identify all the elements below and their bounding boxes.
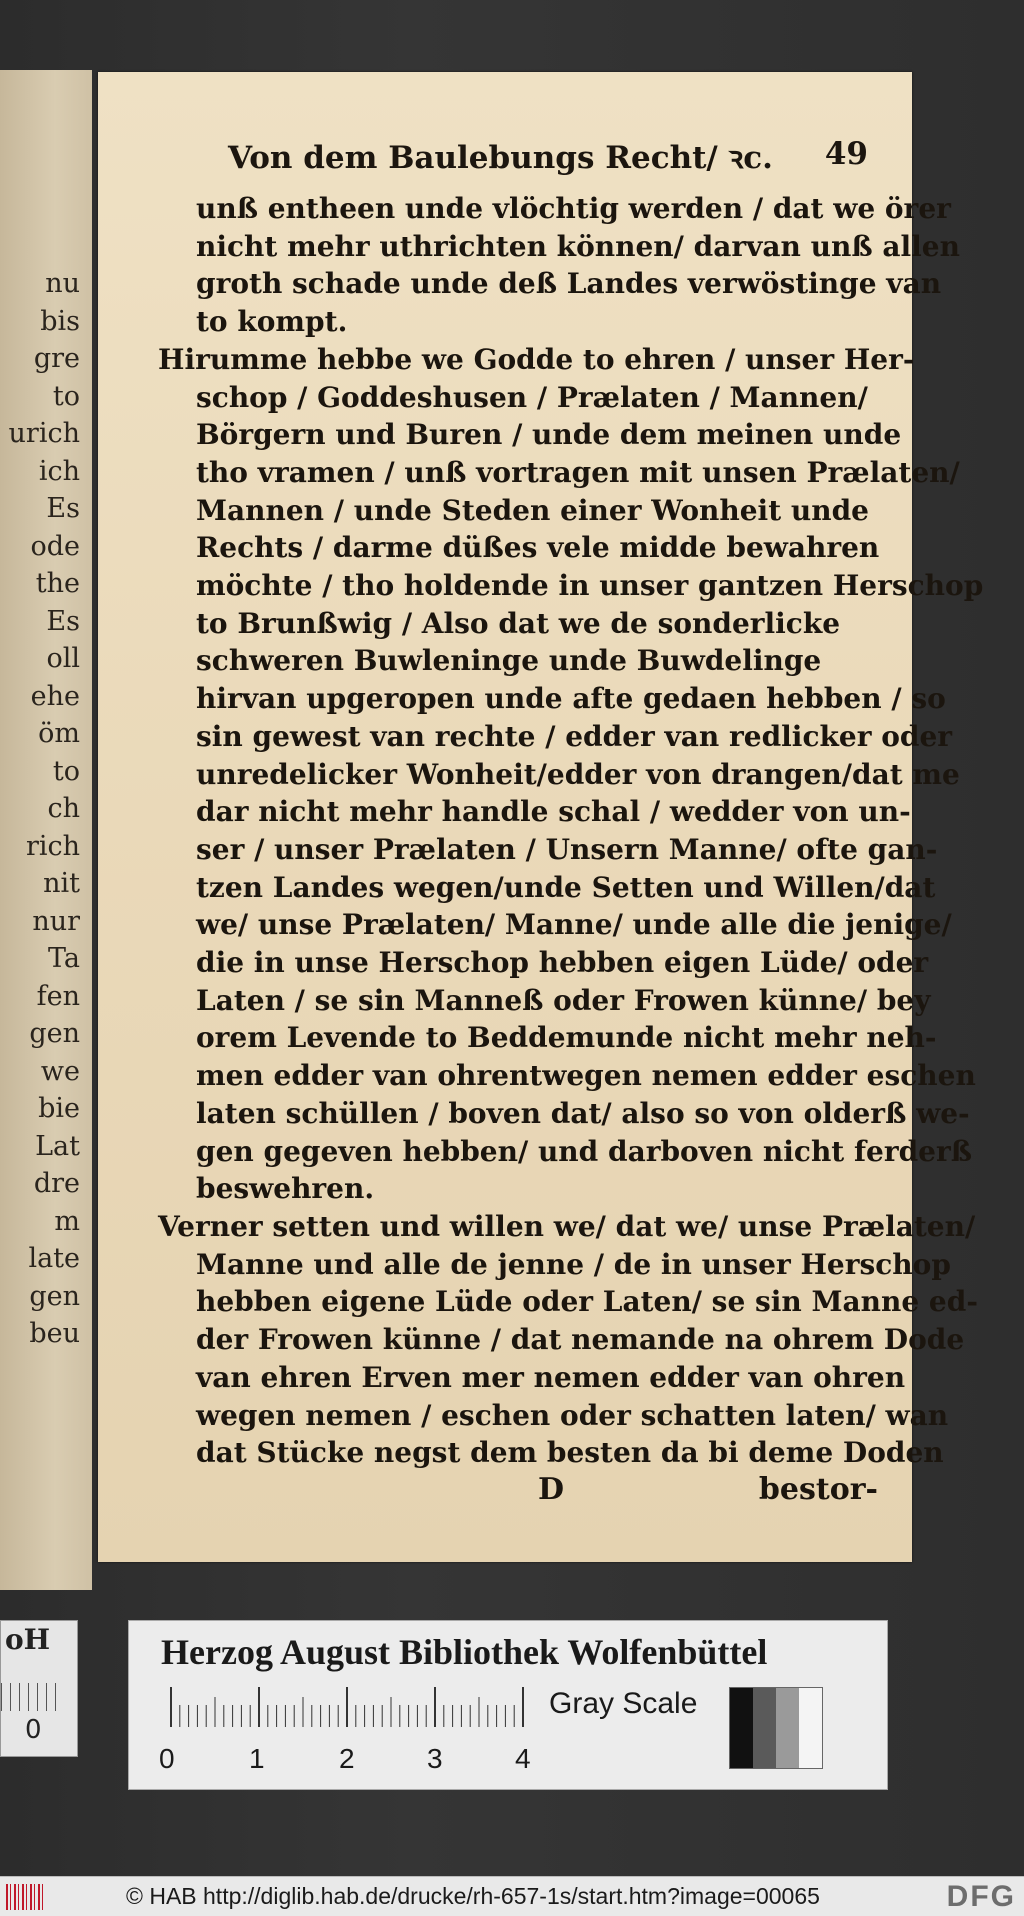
gray-swatch xyxy=(730,1688,753,1768)
text-line: tzen Landes wegen/unde Setten und Willen/dat xyxy=(196,870,936,904)
ruler-number-2: 2 xyxy=(339,1743,355,1774)
previous-page-fragment: dre xyxy=(33,1168,80,1199)
text-line: nicht mehr uthrichten können/ darvan unß allen xyxy=(196,229,960,263)
previous-page-fragment: rich xyxy=(25,830,80,862)
ruler-number-0: 0 xyxy=(159,1743,175,1774)
previous-page-fragment: oll xyxy=(46,643,80,674)
text-line: tho vramen / unß vortragen mit unsen Prælaten/ xyxy=(196,455,960,489)
previous-page-text xyxy=(0,265,80,1353)
gray-scale-label: Gray Scale xyxy=(549,1687,698,1720)
text-line: Börgern und Buren / unde dem meinen unde xyxy=(196,418,902,452)
previous-page-fragment: late xyxy=(28,1243,80,1274)
text-line: Verner setten und willen we/ dat we/ unse Prælaten/ xyxy=(158,1209,976,1243)
gray-swatch xyxy=(753,1688,776,1768)
page-footer-marks xyxy=(438,1472,878,1514)
text-line: van ehren Erven mer nemen edder van ohren xyxy=(196,1360,906,1394)
previous-page-fragment: ode xyxy=(30,530,80,562)
previous-page-fragment: öm xyxy=(38,718,80,749)
previous-page-fragment: Ta xyxy=(47,943,80,974)
previous-page-fragment: gen xyxy=(29,1018,80,1049)
previous-page-fragment: the xyxy=(35,568,80,599)
ruler-number-1: 1 xyxy=(249,1743,265,1774)
previous-page-fragment: bis xyxy=(40,305,80,337)
previous-scale-ticks xyxy=(1,1683,61,1711)
text-line: Manne und alle de jenne / de in unser Herschop xyxy=(196,1247,951,1281)
barcode-icon xyxy=(6,1884,46,1910)
previous-page-fragment: to xyxy=(52,755,80,787)
gray-swatches xyxy=(729,1687,823,1769)
previous-page-fragment: ch xyxy=(47,793,80,824)
page-number: 49 xyxy=(824,136,868,172)
previous-scale-title: oH xyxy=(5,1623,51,1656)
previous-page-fragment: Lat xyxy=(35,1130,80,1162)
text-line: dat Stücke negst dem besten da bi deme Doden xyxy=(196,1436,944,1470)
previous-page-fragment: ich xyxy=(38,455,80,487)
copyright-link[interactable]: © HAB http://diglib.hab.de/drucke/rh-657-1s/start.htm?image=00065 xyxy=(126,1883,820,1909)
text-line: men edder van ohrentwegen nemen edder eschen xyxy=(196,1059,976,1093)
previous-page-fragment: beu xyxy=(29,1318,80,1349)
text-line: laten schüllen / boven dat/ also so von olderß we- xyxy=(196,1096,970,1130)
text-line: to kompt. xyxy=(196,305,348,339)
color-scale-card xyxy=(128,1620,888,1790)
previous-scale-strip xyxy=(0,1620,78,1757)
signature-mark: D xyxy=(538,1472,565,1507)
previous-page-fragment: we xyxy=(40,1055,80,1087)
previous-page-fragment: nu xyxy=(45,268,80,299)
text-line: Mannen / unde Steden einer Wonheit unde xyxy=(196,493,869,527)
ruler-number-4: 4 xyxy=(515,1743,531,1774)
previous-page-fragment: gen xyxy=(29,1280,80,1312)
catchword: bestor- xyxy=(758,1472,878,1507)
text-line: die in unse Herschop hebben eigen Lüde/ oder xyxy=(196,946,929,980)
text-line: der Frowen künne / dat nemande na ohrem Dode xyxy=(196,1323,965,1357)
viewer-footer xyxy=(0,1876,1024,1916)
book-page xyxy=(98,72,984,1562)
previous-page-fragment: urich xyxy=(8,418,80,449)
text-line: to Brunßwig / Also dat we de sonderlicke xyxy=(196,606,841,640)
dfg-logo: DFG xyxy=(946,1880,1016,1913)
text-line: dar nicht mehr handle schal / wedder von un- xyxy=(196,795,911,829)
text-line: groth schade unde deß Landes verwöstinge van xyxy=(196,267,942,301)
previous-page-fragment: ehe xyxy=(30,680,80,712)
running-head: Von dem Baulebungs Recht/ ꝛc. xyxy=(228,140,773,176)
previous-page-fragment: Es xyxy=(46,493,80,524)
text-line: hirvan upgeropen unde afte gedaen hebben / so xyxy=(196,682,946,716)
text-line: Hirumme hebbe we Godde to ehren / unser Her- xyxy=(158,342,915,376)
library-title: Herzog August Bibliothek Wolfenbüttel xyxy=(161,1632,768,1672)
text-line: orem Levende to Beddemunde nicht mehr neh- xyxy=(196,1021,937,1055)
text-line: möchte / tho holdende in unser gantzen Herschop xyxy=(196,569,984,603)
previous-page-edge xyxy=(0,70,92,1590)
previous-page-fragment: nit xyxy=(43,868,80,899)
previous-page-fragment: to xyxy=(52,380,80,412)
ruler xyxy=(167,1687,527,1737)
text-line: unredelicker Wonheit/edder von drangen/dat me xyxy=(196,757,960,791)
text-line: we/ unse Prælaten/ Manne/ unde alle die jenige/ xyxy=(196,908,952,942)
ruler-number-3: 3 xyxy=(427,1743,443,1774)
previous-page-fragment: Es xyxy=(46,605,80,637)
text-line: hebben eigene Lüde oder Laten/ se sin Manne ed- xyxy=(196,1285,978,1319)
text-line: schop / Goddeshusen / Prælaten / Mannen/ xyxy=(196,380,868,414)
gray-swatch xyxy=(776,1688,799,1768)
text-line: gen gegeven hebben/ und darboven nicht ferderß xyxy=(196,1134,973,1168)
text-line: sin gewest van rechte / edder van redlicker oder xyxy=(196,719,953,753)
previous-page-fragment: gre xyxy=(33,343,80,374)
page-body xyxy=(158,190,984,1472)
text-line: unß entheen unde vlöchtig werden / dat we örer xyxy=(196,192,951,225)
text-line: Rechts / darme düßes vele midde bewahren xyxy=(196,531,880,565)
previous-page-fragment: nur xyxy=(32,905,80,937)
text-line: beswehren. xyxy=(196,1172,375,1206)
text-line: schweren Buwleninge unde Buwdelinge xyxy=(196,644,822,678)
text-line: Laten / se sin Manneß oder Frowen künne/ bey xyxy=(196,983,931,1017)
previous-page-fragment: fen xyxy=(36,980,80,1012)
previous-page-fragment: bie xyxy=(38,1093,80,1124)
previous-page-fragment: m xyxy=(54,1205,80,1237)
page-header xyxy=(228,136,868,190)
text-line: wegen nemen / eschen oder schatten laten/ wan xyxy=(196,1398,949,1432)
gray-swatch xyxy=(799,1688,822,1768)
previous-scale-number: 0 xyxy=(25,1715,42,1745)
text-line: ser / unser Prælaten / Unsern Manne/ ofte gan- xyxy=(196,832,938,866)
